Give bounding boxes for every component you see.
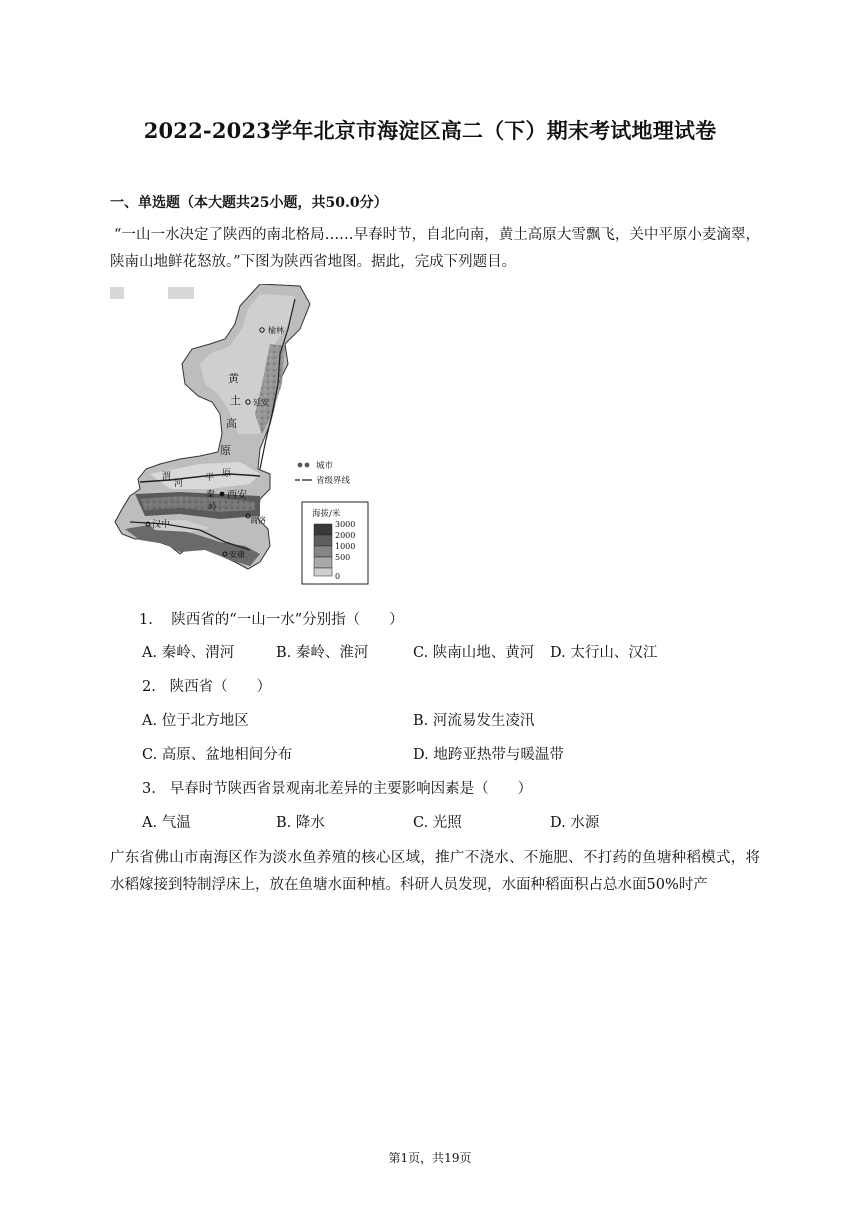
q2-option-b: B. 河流易发生凌汛	[413, 713, 535, 729]
legend-elevation-title: 海拔/米	[312, 509, 341, 519]
question-1	[139, 608, 404, 629]
question-stem: 陕西省的“一山一水”分别指（ ）	[171, 612, 404, 628]
q1-option-c: C. 陕南山地、黄河	[413, 645, 535, 661]
map-label-hanzhong: 汉中	[152, 520, 171, 530]
map-label-huang: 黄	[228, 372, 239, 385]
page-footer: 第1页，共19页	[388, 1151, 472, 1165]
q3-option-a: A. 气温	[142, 815, 191, 831]
map-label-xian: 西安	[227, 490, 247, 501]
q1-option-d: D. 太行山、汉江	[550, 645, 658, 661]
q1-option-b: B. 秦岭、淮河	[276, 645, 369, 661]
map-label-ling: 岭	[208, 503, 218, 513]
legend-city: 城市	[316, 461, 334, 471]
map-label-wei: 渭	[162, 472, 172, 482]
map-label-shangluo: 商洛	[250, 516, 266, 525]
map-label-qin: 秦	[206, 490, 216, 500]
question-2	[142, 675, 271, 696]
map-label-yuan2: 原	[222, 469, 232, 479]
question-stem: 早春时节陕西省景观南北差异的主要影响因素是（ ）	[169, 781, 533, 797]
map-label-he: 河	[174, 479, 184, 489]
q3-option-b: B. 降水	[276, 815, 325, 831]
legend-level-3000: 3000	[335, 520, 356, 529]
legend-level-0: 0	[335, 572, 341, 581]
map-label-yulin: 榆林	[268, 326, 284, 335]
shaanxi-map-figure	[110, 284, 440, 594]
question-number: 1.	[139, 612, 153, 628]
q3-option-d: D. 水源	[550, 815, 600, 831]
map-label-yuan: 原	[220, 444, 231, 457]
legend-level-1000: 1000	[335, 542, 356, 551]
map-label-ping: 平	[205, 473, 215, 483]
second-passage: 广东省佛山市南海区作为淡水鱼养殖的核心区域，推广不浇水、不施肥、不打药的鱼塘种稻模式，将水稻嫁接到特制浮床上，放在鱼塘水面种植。科研人员发现，水面种稻面积占总水面50%时产	[110, 850, 760, 893]
legend-level-2000: 2000	[335, 531, 356, 540]
exam-title: 2022-2023学年北京市海淀区高二（下）期末考试地理试卷	[143, 118, 717, 143]
q2-option-d: D. 地跨亚热带与暖温带	[413, 747, 564, 763]
question-number: 3.	[142, 781, 156, 797]
legend-level-500: 500	[335, 553, 351, 562]
legend-border: 省级界线	[316, 476, 351, 486]
intro-passage: “一山一水决定了陕西的南北格局……早春时节，自北向南，黄土高原大雪飘飞，关中平原小麦滴翠，陕南山地鲜花怒放。”下图为陕西省地图。据此，完成下列题目。	[110, 227, 760, 270]
section-heading: 一、单选题（本大题共25小题，共50.0分）	[110, 195, 388, 211]
q1-option-a: A. 秦岭、渭河	[142, 645, 235, 661]
q2-option-c: C. 高原、盆地相间分布	[142, 747, 293, 763]
map-label-ankang: 安康	[229, 550, 245, 559]
q2-option-a: A. 位于北方地区	[142, 713, 249, 729]
map-label-tu: 土	[230, 394, 241, 407]
map-label-gao: 高	[226, 417, 237, 430]
question-stem: 陕西省（ ）	[169, 679, 272, 695]
question-3	[142, 777, 532, 798]
question-number: 2.	[142, 679, 156, 695]
q3-option-c: C. 光照	[413, 815, 462, 831]
map-label-yanan: 延安	[253, 398, 269, 407]
